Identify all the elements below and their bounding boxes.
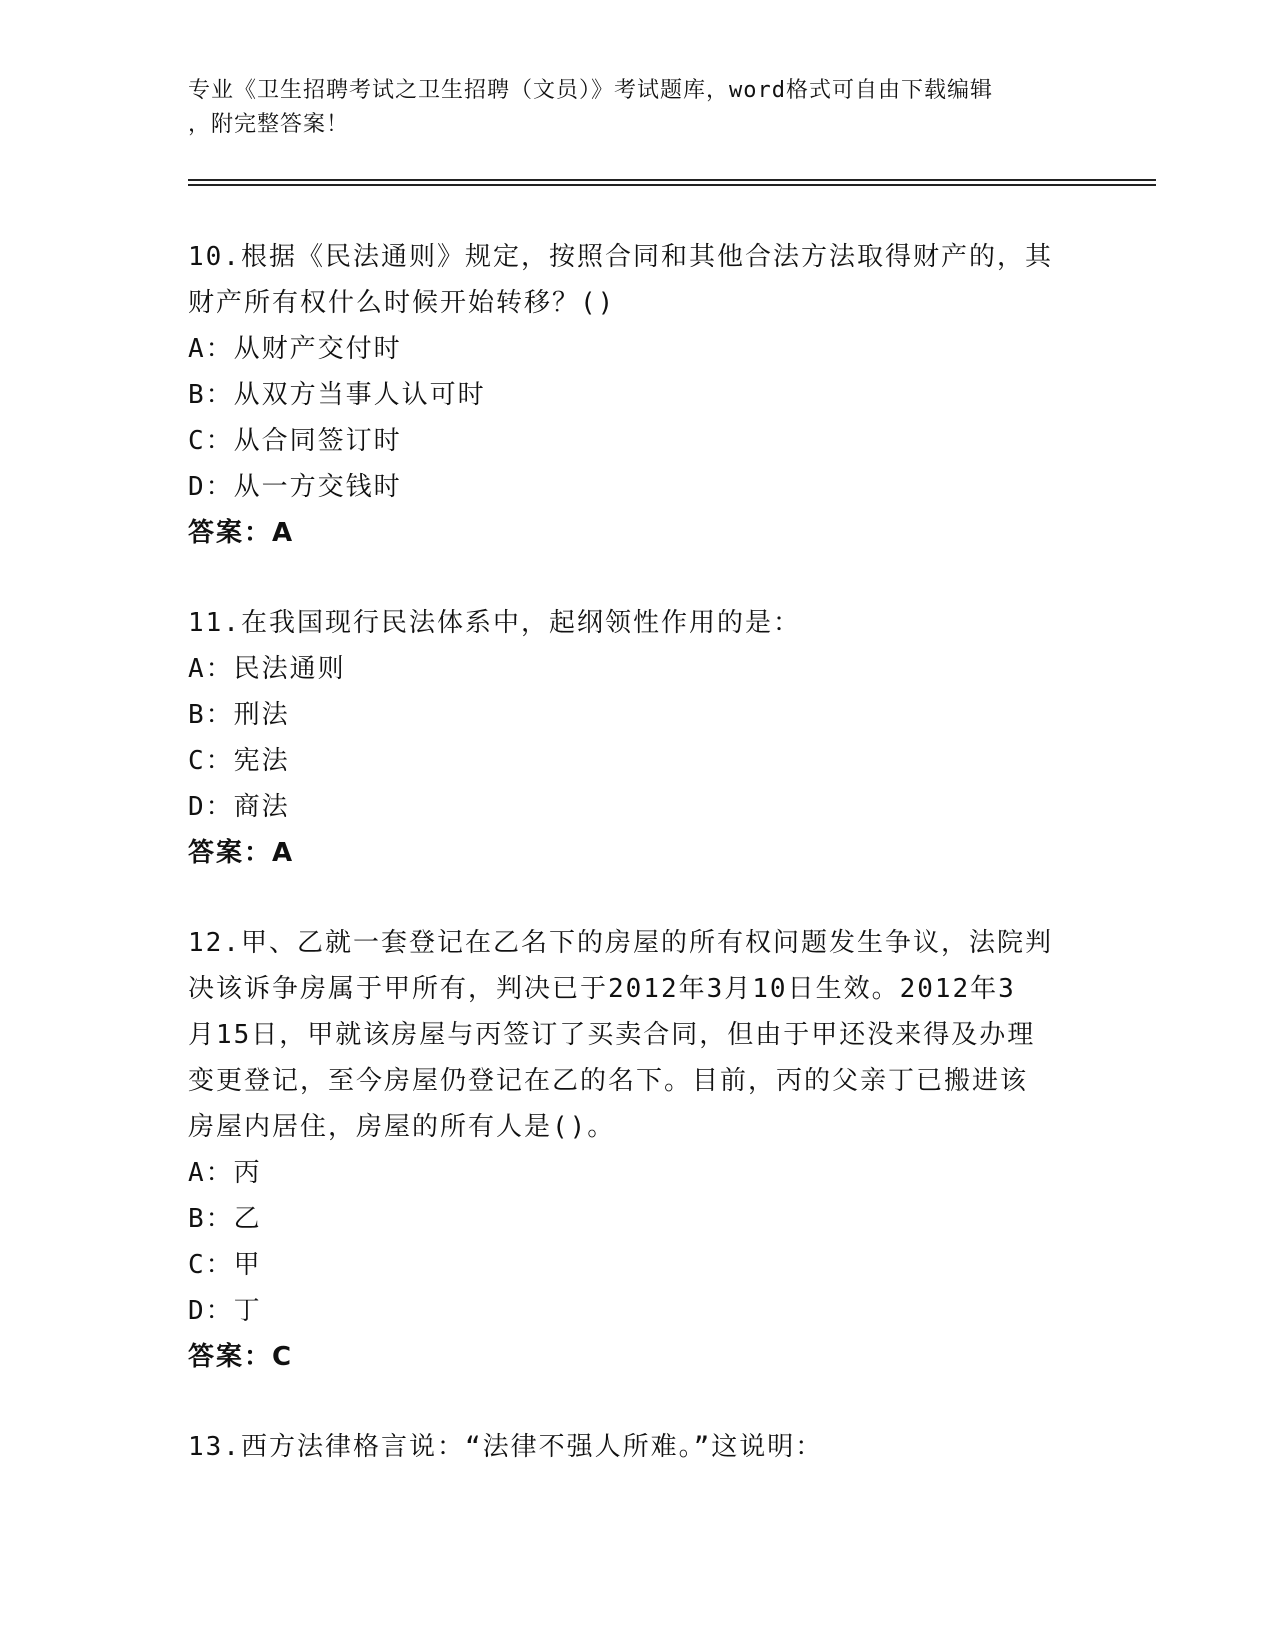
question-stem-line: 月15日，甲就该房屋与丙签订了买卖合同，但由于甲还没来得及办理 [188,1020,1036,1050]
question-stem-line: 13.西方法律格言说：“法律不强人所难。”这说明： [188,1432,824,1462]
header-line-2: ，附完整答案！ [188,112,350,137]
question-stem-line: 11.在我国现行民法体系中，起纲领性作用的是： [188,608,801,638]
option-a: A：民法通则 [188,654,346,684]
option-a: A：从财产交付时 [188,334,402,364]
question-stem-line: 12.甲、乙就一套登记在乙名下的房屋的所有权问题发生争议，法院判 [188,928,1053,958]
answer-label: 答案：C [188,1342,294,1372]
header-rule-bottom [188,184,1156,186]
option-c: C：宪法 [188,746,290,776]
document-header [188,74,1068,142]
option-a: A：丙 [188,1158,262,1188]
header-rule-top [188,179,1156,181]
question-stem-line: 10.根据《民法通则》规定，按照合同和其他合法方法取得财产的，其 [188,242,1053,272]
question-stem-line: 房屋内居住，房屋的所有人是()。 [188,1112,616,1142]
question-12 [188,920,1088,1380]
option-c: C：从合同签订时 [188,426,402,456]
option-d: D：丁 [188,1296,262,1326]
header-line-1: 专业《卫生招聘考试之卫生招聘（文员）》考试题库，word格式可自由下载编辑 [188,78,993,103]
option-c: C：甲 [188,1250,262,1280]
option-b: B：乙 [188,1204,262,1234]
option-b: B：刑法 [188,700,290,730]
answer-label: 答案：A [188,518,295,548]
option-d: D：商法 [188,792,290,822]
question-stem-line: 财产所有权什么时候开始转移？() [188,288,616,318]
question-13 [188,1424,1088,1470]
option-d: D：从一方交钱时 [188,472,402,502]
answer-label: 答案：A [188,838,295,868]
question-10 [188,234,1088,556]
question-11 [188,600,1088,876]
question-stem-line: 决该诉争房属于甲所有，判决已于2012年3月10日生效。2012年3 [188,974,1016,1004]
option-b: B：从双方当事人认可时 [188,380,486,410]
question-stem-line: 变更登记，至今房屋仍登记在乙的名下。目前，丙的父亲丁已搬进该 [188,1066,1029,1096]
